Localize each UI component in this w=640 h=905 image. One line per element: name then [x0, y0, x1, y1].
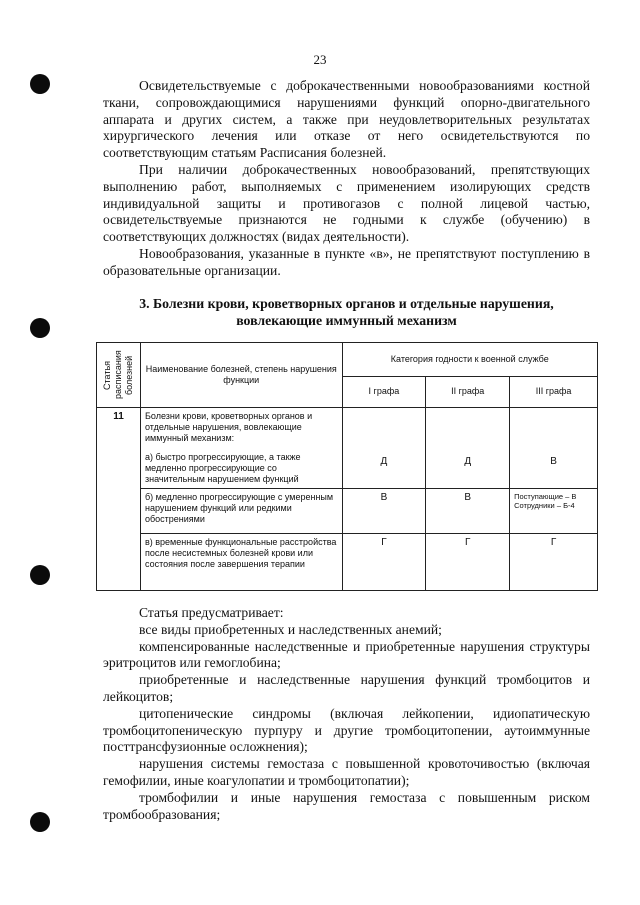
- row-b-column-2: В: [426, 489, 510, 534]
- row-b-description: б) медленно прогрессирующие с умеренным нарушением функций или редкими обострениями: [140, 489, 342, 534]
- row-a-description: [140, 408, 342, 489]
- header-column-1: I графа: [342, 376, 426, 407]
- article-number: 11: [97, 408, 141, 591]
- row-a-title: Болезни крови, кроветворных органов и отдельные нарушения, вовлекающие иммунный механизм:: [144, 411, 313, 443]
- section-heading-line-1: 3. Болезни крови, кроветворных органов и отдельные нарушения,: [139, 296, 554, 311]
- fitness-category-table: [96, 342, 598, 591]
- article-paragraph-7: тромбофилии и иные нарушения гемостаза с повышенным риском тромбообразования;: [103, 789, 590, 822]
- binder-hole-3: [30, 565, 50, 585]
- row-b-column-3-employees: Сотрудники – Б-4: [514, 501, 575, 510]
- intro-paragraph-3: Новообразования, указанные в пункте «в», не препятствуют поступлению в образовательные организации.: [103, 245, 590, 278]
- intro-paragraph-1: Освидетельствуемые с доброкачественными новообразованиями костной ткани, сопровождающимися нарушениями функций опорно-двигательного аппарата и других систем, а также при неудовлетворительных результатах хирургического лечения или отказе от него освидетельствуются по соответствующим статьям Расписания болезней.: [103, 78, 590, 161]
- row-b-column-3: [510, 489, 598, 534]
- section-heading-line-2: вовлекающие иммунный механизм: [236, 313, 457, 328]
- table-row: [97, 534, 598, 591]
- header-article: Статья расписания болезней: [97, 343, 141, 408]
- header-disease-name: Наименование болезней, степень нарушения функции: [140, 343, 342, 408]
- page-number: 23: [313, 52, 327, 67]
- article-text: [103, 605, 590, 823]
- row-a-column-1: Д: [342, 408, 426, 489]
- row-b-column-1: В: [342, 489, 426, 534]
- row-a-column-3: В: [510, 408, 598, 489]
- row-c-column-3: Г: [510, 534, 598, 591]
- binder-hole-2: [30, 318, 50, 338]
- section-heading: [103, 295, 590, 329]
- row-c-description: в) временные функциональные расстройства после несистемных болезней крови или состояния после завершения терапии: [140, 534, 342, 591]
- header-category: Категория годности к военной службе: [342, 343, 597, 377]
- intro-paragraph-2: При наличии доброкачественных новообразований, препятствующих выполнению работ, выполняемых с применением изолирующих средств индивидуальной защиты и противогазов с полной лицевой частью, освидетельствуемые признаются не годными к службе (обучению) в соответствующих должностях (видах деятельности).: [103, 161, 590, 245]
- row-c-column-2: Г: [426, 534, 510, 591]
- header-column-2: II графа: [426, 376, 510, 407]
- article-paragraph-5: цитопенические синдромы (включая лейкопении, идиопатическую тромбоцитопеническую пурпуру и другие тромбоцитопении, аутоиммунные посттрансфузионные осложнения);: [103, 705, 590, 755]
- row-b-column-3-applicants: Поступающие – В: [514, 492, 577, 501]
- article-paragraph-4: приобретенные и наследственные нарушения функций тромбоцитов и лейкоцитов;: [103, 672, 590, 704]
- article-paragraph-6: нарушения системы гемостаза с повышенной кровоточивостью (включая гемофилии, иные коагулопатии и тромбоцитопатии);: [103, 756, 590, 788]
- article-paragraph-3: компенсированные наследственные и приобретенные нарушения структуры эритроцитов или гемоглобина;: [103, 638, 590, 671]
- row-a-column-2: Д: [426, 408, 510, 489]
- row-c-column-1: Г: [342, 534, 426, 591]
- header-column-3: III графа: [510, 376, 598, 407]
- table-header-row: [97, 343, 598, 377]
- binder-hole-4: [30, 812, 50, 832]
- table-row: [97, 408, 598, 489]
- article-paragraph-2: все виды приобретенных и наследственных анемий;: [139, 621, 442, 637]
- row-a-text: а) быстро прогрессирующие, а также медленно прогрессирующие со значительным нарушением функций: [144, 452, 301, 484]
- article-paragraph-1: Статья предусматривает:: [139, 605, 284, 620]
- table-row: [97, 489, 598, 534]
- intro-text: [103, 78, 590, 280]
- binder-hole-1: [30, 74, 50, 94]
